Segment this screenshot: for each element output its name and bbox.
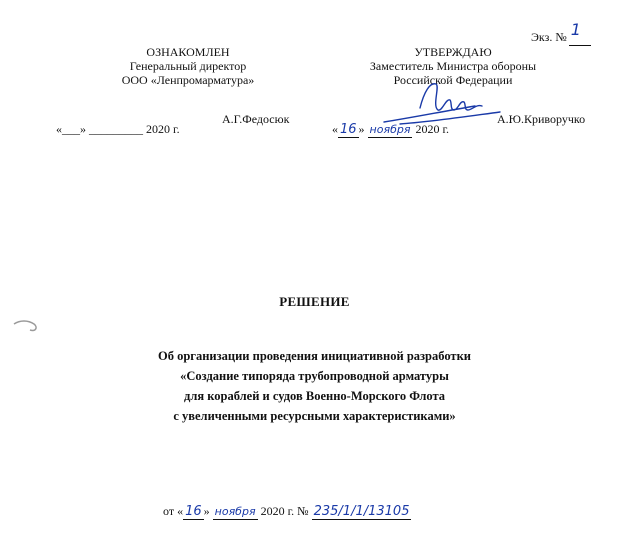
document-subject: [0, 346, 629, 426]
decision-date-number: [163, 504, 411, 520]
date-month-handwritten: ноября: [369, 123, 411, 136]
date-year: 2020 г.: [415, 122, 450, 136]
decision-month-field: [213, 504, 258, 520]
date-month-field: [368, 122, 413, 138]
decision-year: 2020 г. №: [260, 504, 309, 518]
document-title: РЕШЕНИЕ: [279, 294, 350, 309]
acknowledged-date: [56, 122, 180, 137]
acknowledged-organization: ООО «Ленпромарматура»: [121, 73, 255, 87]
approved-name: А.Ю.Криворучко: [497, 112, 586, 126]
date-year: 2020 г.: [146, 122, 180, 136]
subject-line: с увеличенными ресурсными характеристиками»: [173, 409, 456, 423]
subject-line: для кораблей и судов Военно-Морского Флота: [184, 389, 445, 403]
copy-number-value: 1: [570, 20, 581, 39]
acknowledged-name: А.Г.Федосюк: [222, 112, 290, 126]
decision-day-handwritten: 16: [185, 504, 202, 519]
decision-number-field: [312, 504, 412, 520]
decision-month-handwritten: ноября: [214, 505, 256, 518]
decision-day-field: [183, 504, 204, 520]
copy-number: [531, 20, 591, 46]
acknowledged-heading: ОЗНАКОМЛЕН: [146, 45, 230, 59]
subject-line: Об организации проведения инициативной разработки: [158, 349, 471, 363]
date-day-field: [338, 122, 359, 138]
binding-mark: [12, 314, 42, 336]
copy-number-label: Экз. №: [531, 30, 567, 44]
approved-organization: Российской Федерации: [393, 73, 513, 87]
approved-position: Заместитель Министра обороны: [369, 59, 537, 73]
copy-number-field: [569, 20, 591, 46]
date-quote-close: »: [358, 122, 365, 136]
decision-prefix: от: [163, 504, 175, 518]
decision-number-handwritten: 235/1/1/13105: [313, 504, 410, 519]
approved-heading: УТВЕРЖДАЮ: [414, 45, 492, 59]
acknowledged-block: [103, 45, 273, 87]
subject-line: «Создание типоряда трубопроводной арматуры: [180, 369, 449, 383]
date-day-blank: ___: [62, 122, 80, 136]
date-quote-open: «: [177, 504, 184, 518]
approved-date: [332, 122, 449, 138]
date-quote-close: »: [203, 504, 210, 518]
date-quote-open: «: [332, 122, 338, 136]
date-quote-close: »: [80, 122, 86, 136]
acknowledged-position: Генеральный директор: [129, 59, 247, 73]
date-day-handwritten: 16: [340, 122, 357, 137]
date-month-blank: _________: [89, 122, 143, 136]
date-quote-open: «: [56, 122, 62, 136]
